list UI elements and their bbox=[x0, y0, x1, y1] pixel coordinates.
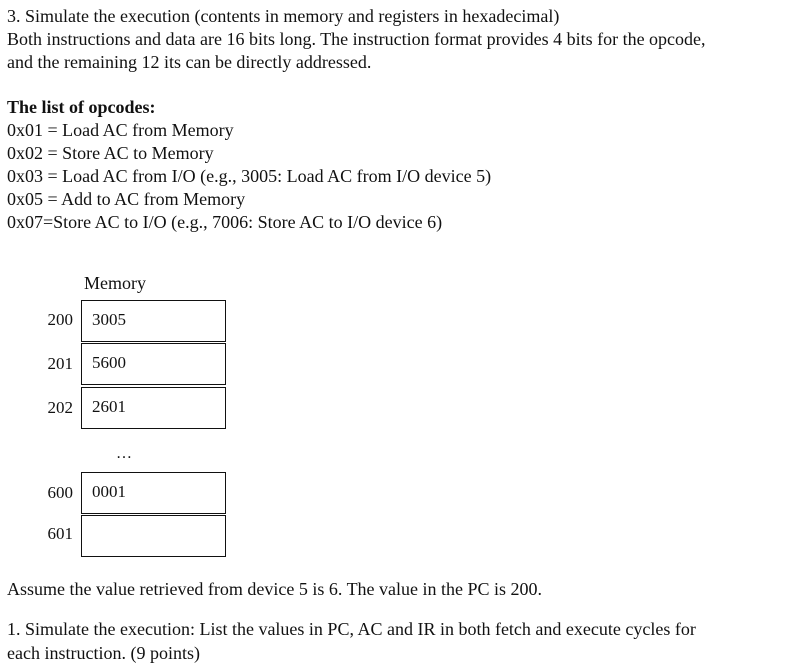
memory-cell bbox=[81, 515, 226, 557]
assumption-text: Assume the value retrieved from device 5 is 6. The value in the PC is 200. bbox=[7, 579, 543, 599]
memory-cell: 0001 bbox=[81, 472, 226, 514]
memory-address: 601 bbox=[47, 524, 73, 543]
memory-cell: 2601 bbox=[81, 387, 226, 429]
opcode-item: 0x03 = Load AC from I/O (e.g., 3005: Load AC from I/O device 5) bbox=[7, 166, 492, 186]
problem-description-line-1: Both instructions and data are 16 bits long. The instruction format provides 4 bits for the opcode, bbox=[7, 29, 706, 49]
opcode-item: 0x01 = Load AC from Memory bbox=[7, 120, 234, 140]
opcode-item: 0x05 = Add to AC from Memory bbox=[7, 189, 246, 209]
opcodes-title: The list of opcodes: bbox=[7, 97, 156, 117]
memory-address: 202 bbox=[47, 398, 73, 417]
problem-description-line-2: and the remaining 12 its can be directly addressed. bbox=[7, 52, 372, 72]
question-line-1: 1. Simulate the execution: List the values in PC, AC and IR in both fetch and execute cycles for bbox=[7, 619, 696, 639]
memory-address: 600 bbox=[47, 483, 73, 502]
memory-cell: 3005 bbox=[81, 300, 226, 342]
question-line-2: each instruction. (9 points) bbox=[7, 643, 200, 663]
memory-title: Memory bbox=[84, 273, 146, 293]
memory-ellipsis: … bbox=[116, 445, 133, 462]
opcode-item: 0x02 = Store AC to Memory bbox=[7, 143, 214, 163]
problem-heading: 3. Simulate the execution (contents in memory and registers in hexadecimal) bbox=[7, 6, 560, 26]
memory-address: 200 bbox=[47, 310, 73, 329]
opcode-item: 0x07=Store AC to I/O (e.g., 7006: Store AC to I/O device 6) bbox=[7, 212, 443, 232]
memory-address: 201 bbox=[47, 354, 73, 373]
memory-cell: 5600 bbox=[81, 343, 226, 385]
